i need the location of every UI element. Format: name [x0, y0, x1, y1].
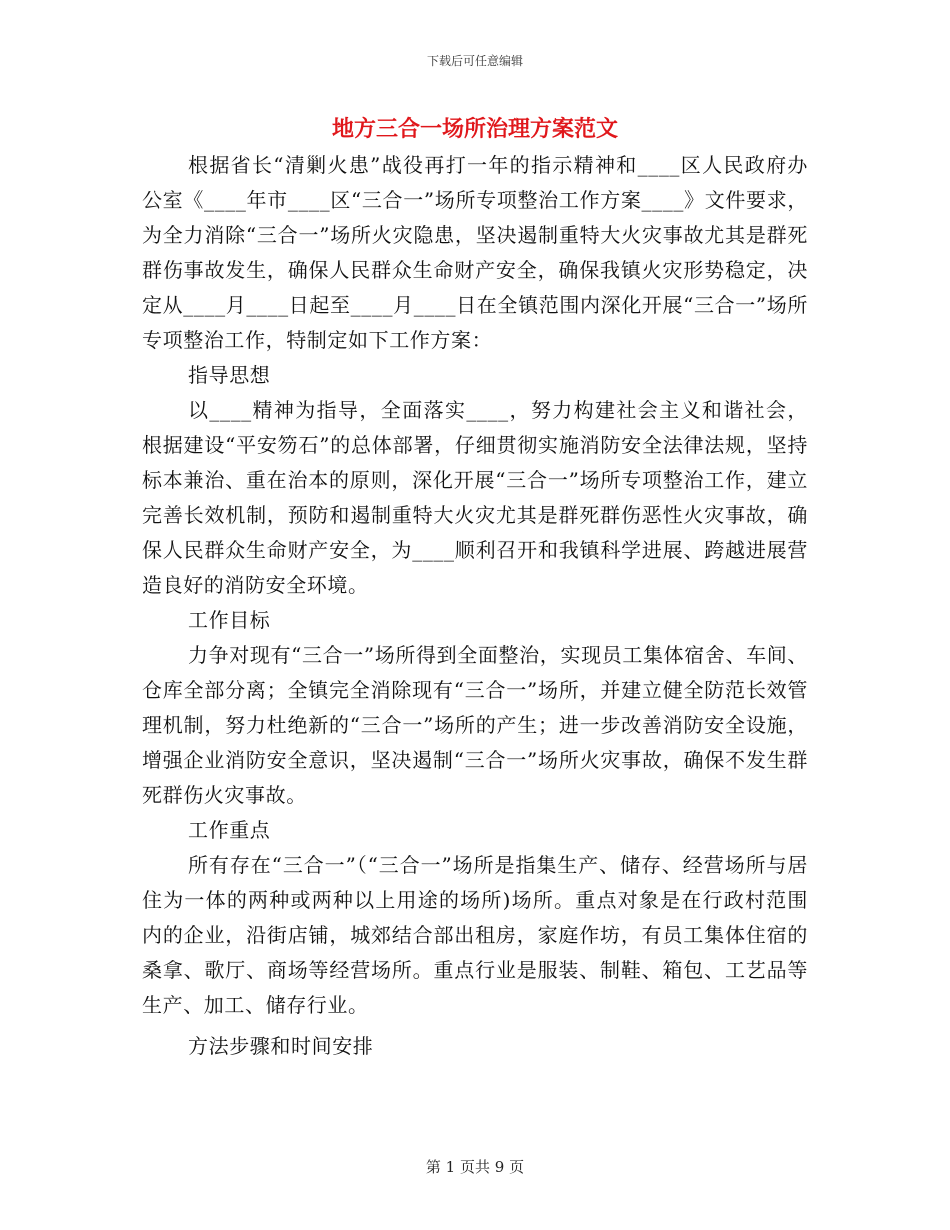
document-body [142, 148, 808, 1064]
guiding-thought-paragraph: 以____精神为指导，全面落实____，努力构建社会主义和谐社会，根据建设“平安笏石”的总体部署，仔细贯彻实施消防安全法律法规，坚持标本兼治、重在治本的原则，深化开展“三合一”场所专项整治工作，建立完善长效机制，预防和遏制重特大火灾尤其是群死群伤恶性火灾事故，确保人民群众生命财产安全，为____顺利召开和我镇科学进展、跨越进展营造良好的消防安全环境。 [142, 398, 808, 597]
section-heading-guiding-thought: 指导思想 [188, 363, 271, 387]
work-goal-paragraph: 力争对现有“三合一”场所得到全面整治，实现员工集体宿舍、车间、仓库全部分离；全镇完全消除现有“三合一”场所，并建立健全防范长效管理机制，努力杜绝新的“三合一”场所的产生；进一步改善消防安全设施，增强企业消防安全意识，坚决遏制“三合一”场所火灾事故，确保不发生群死群伤火灾事故。 [142, 643, 808, 807]
section-heading-work-goal: 工作目标 [188, 608, 271, 632]
section-heading-work-focus: 工作重点 [188, 818, 271, 842]
intro-paragraph: 根据省长“清剿火患”战役再打一年的指示精神和____区人民政府办公室《____年市____区“三合一”场所专项整治工作方案____》文件要求，为全力消除“三合一”场所火灾隐患，坚决遏制重特大火灾事故尤其是群死群伤事故发生，确保人民群众生命财产安全，确保我镇火灾形势稳定，决定从____月____日起至____月____日在全镇范围内深化开展“三合一”场所专项整治工作，特制定如下工作方案： [142, 153, 808, 352]
page-header-note: 下载后可任意编辑 [426, 54, 523, 68]
page-number-footer: 第 1 页共 9 页 [425, 1158, 525, 1176]
section-heading-method-schedule: 方法步骤和时间安排 [188, 1034, 374, 1058]
document-title: 地方三合一场所治理方案范文 [331, 116, 618, 142]
work-focus-paragraph: 所有存在“三合一”（“三合一”场所是指集生产、储存、经营场所与居住为一体的两种或两种以上用途的场所)场所。重点对象是在行政村范围内的企业，沿街店铺，城郊结合部出租房，家庭作坊，有员工集体住宿的桑拿、歌厅、商场等经营场所。重点行业是服装、制鞋、箱包、工艺品等生产、加工、储存行业。 [142, 853, 808, 1017]
